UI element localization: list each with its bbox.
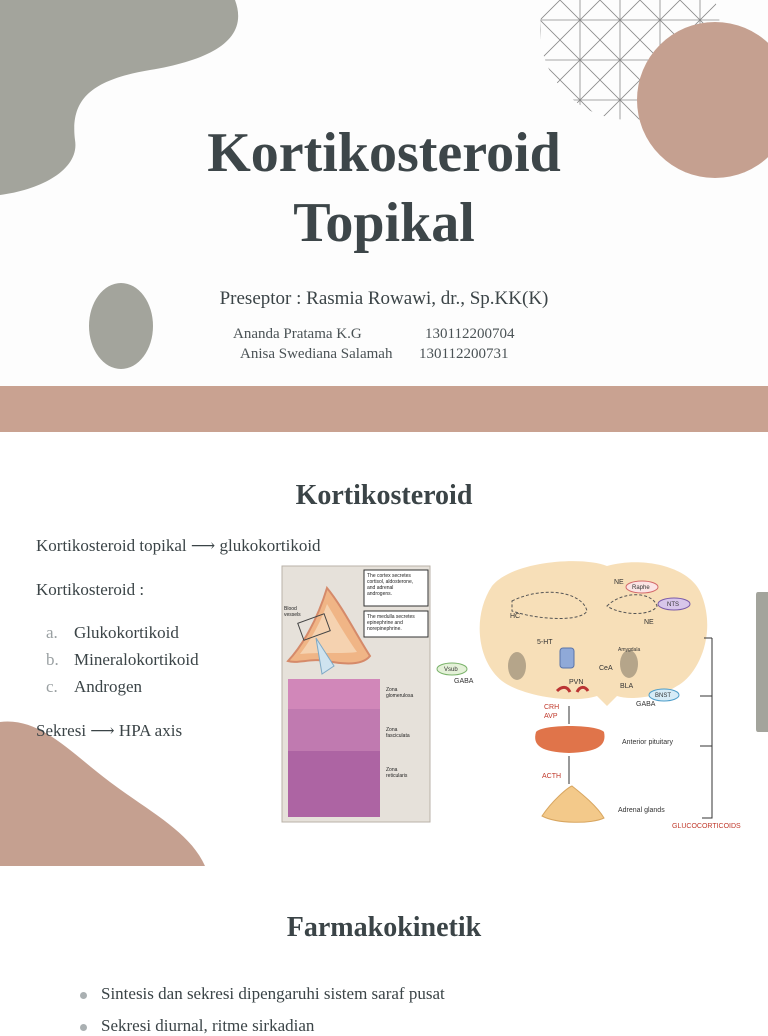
bullet-item-1 [80, 984, 445, 1004]
list-marker: a. [46, 623, 58, 642]
slide-title-farmakokinetik: Farmakokinetik [286, 912, 482, 943]
author-name-1: Ananda Pratama K.G [233, 326, 362, 342]
label-crh: CRH [544, 704, 560, 711]
bullet-text: Sintesis dan sekresi dipengaruhi sistem saraf pusat [101, 984, 445, 1003]
list-item-a [46, 623, 179, 643]
title-line-1: Kortikosteroid [207, 122, 561, 184]
farmakokinetik-slide [0, 866, 768, 1035]
slide-divider-band [0, 386, 768, 432]
author-id-2: 130112200731 [419, 346, 509, 362]
kortikosteroid-slide [0, 432, 768, 866]
label-blood-vessels: Blood vessels [284, 606, 301, 618]
label-cea: CeA [599, 665, 613, 672]
label-zona-reticularis: Zona reticularis [386, 767, 408, 779]
title-line-2: Topikal [293, 192, 475, 254]
tan-blob-bottom-left [0, 722, 205, 866]
text-topikal-glukokortikoid: Kortikosteroid topikal ⟶ glukokortikoid [36, 536, 321, 555]
author-name-2: Anisa Swediana Salamah [240, 346, 393, 362]
label-glucocorticoids: GLUCOCORTICOIDS [672, 823, 741, 830]
list-marker: b. [46, 650, 59, 669]
label-pvn: PVN [569, 679, 584, 686]
callout-medulla: The medulla secretes epinephrine and norepinephrine. [367, 614, 415, 632]
preseptor-text: Preseptor : Rasmia Rowawi, dr., Sp.KK(K) [219, 288, 549, 309]
label-bnst: BNST [655, 693, 672, 699]
title-slide [0, 0, 768, 386]
label-zona-fasciculata: Zona fasciculata [386, 727, 410, 739]
bullet-item-2 [80, 1016, 314, 1036]
bullet-dot [80, 1024, 87, 1031]
label-5ht: 5-HT [537, 639, 553, 646]
label-vsub: Vsub [444, 667, 458, 673]
label-anterior-pituitary: Anterior pituitary [622, 739, 673, 746]
label-gaba-left: GABA [454, 678, 474, 685]
list-marker: c. [46, 677, 58, 696]
label-hc: HC [510, 613, 521, 620]
label-ne-top: NE [614, 579, 624, 586]
label-gaba-right: GABA [636, 701, 656, 708]
label-adrenal-glands: Adrenal glands [618, 807, 665, 814]
label-zona-glomerulosa: Zona glomerulosa [386, 687, 414, 699]
list-item-b [46, 650, 199, 670]
slide-title-kortikosteroid: Kortikosteroid [295, 480, 473, 511]
text-sekresi-hpa: Sekresi ⟶ HPA axis [36, 721, 183, 740]
adrenal-gland-figure [282, 566, 430, 822]
presentation-title [0, 118, 768, 258]
label-avp: AVP [544, 713, 558, 720]
text-kortikosteroid-colon: Kortikosteroid : [36, 580, 145, 599]
label-raphe: Raphe [632, 585, 650, 591]
list-text: Mineralokortikoid [74, 650, 199, 669]
bullet-dot [80, 992, 87, 999]
hpa-axis-figure [432, 556, 762, 830]
label-acth: ACTH [542, 773, 562, 780]
label-bla: BLA [620, 683, 634, 690]
list-item-c [46, 677, 142, 697]
list-text: Androgen [74, 677, 142, 696]
callout-cortex: The cortex secretes cortisol, aldosterone, and adrenal androgens. [367, 573, 414, 597]
list-text: Glukokortikoid [74, 623, 179, 642]
label-nts: NTS [667, 602, 679, 608]
label-ne-right: NE [644, 619, 654, 626]
author-id-1: 130112200704 [425, 326, 515, 342]
label-amygdala: Amygdala [618, 647, 641, 653]
bullet-text: Sekresi diurnal, ritme sirkadian [101, 1016, 315, 1035]
